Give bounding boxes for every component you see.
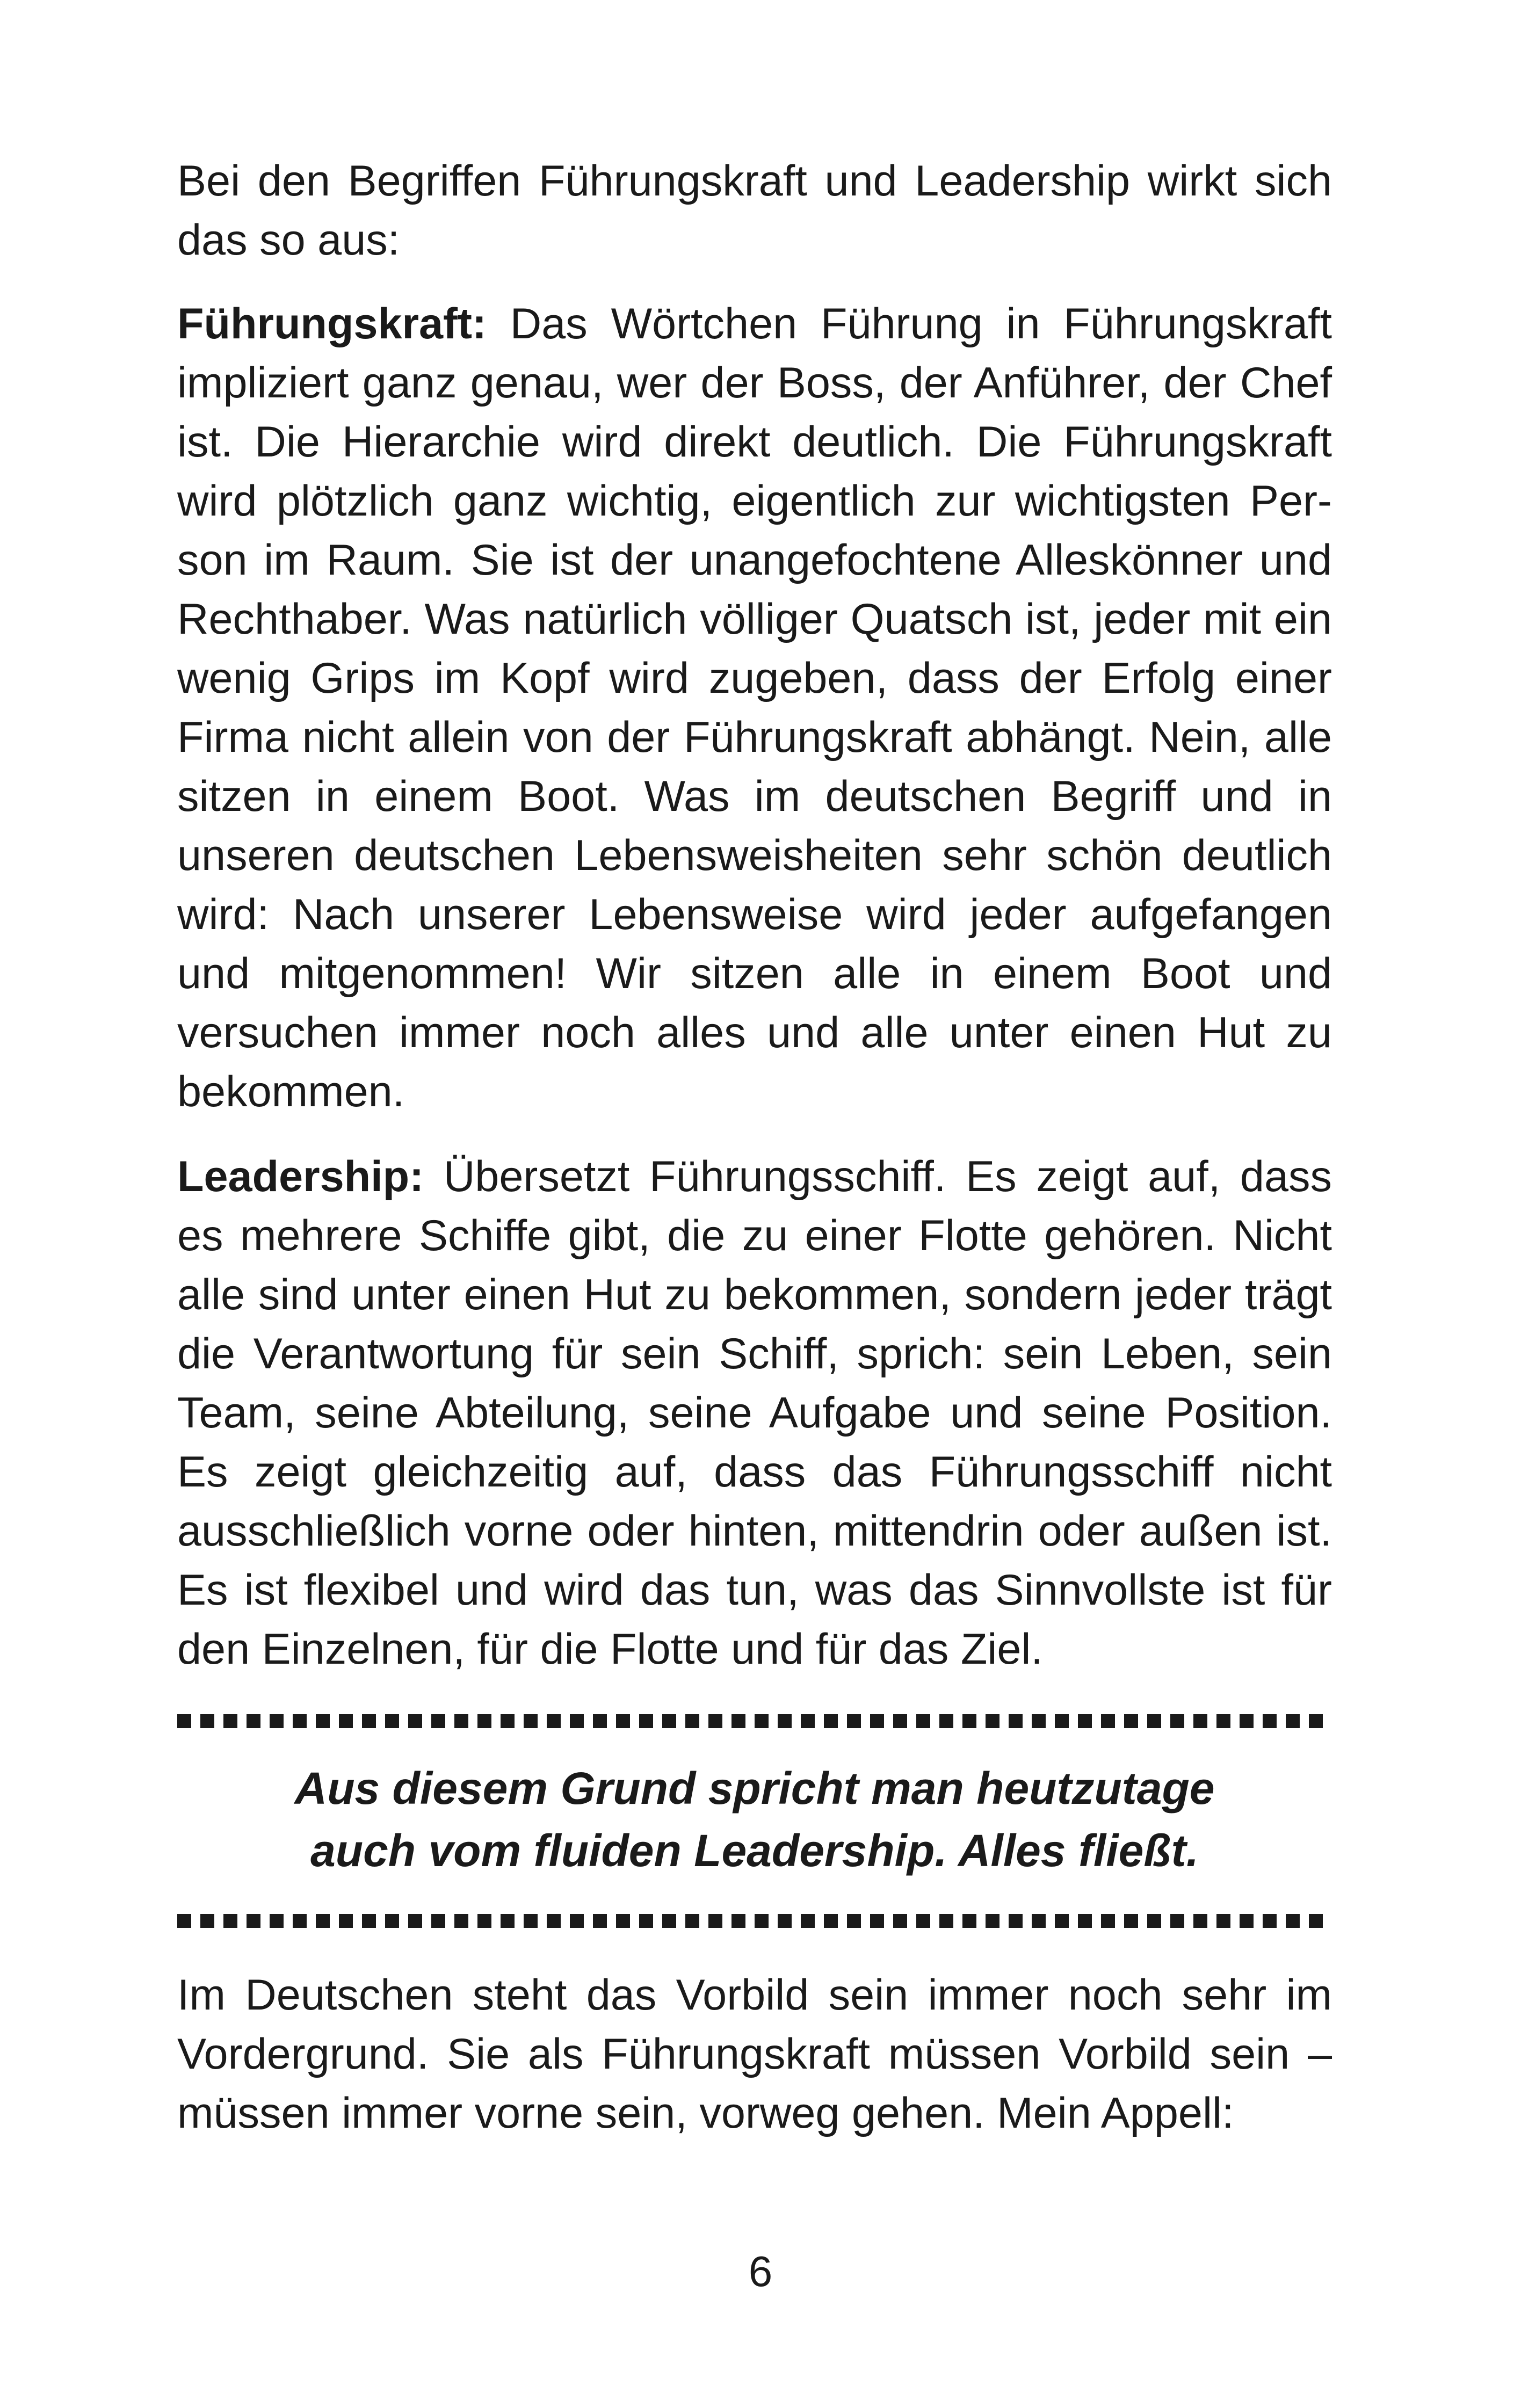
callout-line-1: Aus diesem Grund spricht man heutzutage [294, 1763, 1215, 1814]
leadership-paragraph [177, 1147, 1332, 1679]
intro-paragraph: Bei den Begriffen Führungskraft und Leadership wirkt sich das so aus: [177, 157, 1332, 264]
dotted-separator-top [177, 1714, 1332, 1728]
callout-quote [177, 1757, 1332, 1882]
callout-line-2: auch vom fluiden Leadership. Alles fließt. [310, 1825, 1199, 1876]
leadership-term: Leadership: [177, 1152, 424, 1201]
closing-paragraph: Im Deutschen steht das Vorbild sein immer noch sehr im Vordergrund. Sie als Führungskraft müssen Vorbild sein – müssen immer vorne sein, vorweg gehen. Mein Appell: [177, 1971, 1332, 2137]
dotted-separator-bottom [177, 1914, 1332, 1928]
fuehrungskraft-paragraph [177, 294, 1332, 1121]
fuehrungskraft-text: Das Wörtchen Führung in Führungskraft impliziert ganz genau, wer der Boss, der Anführer, der Chef ist. Die Hierarchie wird direkt deutlich. Die Führungskraft wird plötzlich ganz wichtig, eigentlich zur wichtigsten Person im Raum. Sie ist der unangefochtene Alleskönner und Rechthaber. Was natürlich völliger Quatsch ist, jeder mit ein wenig Grips im Kopf wird zugeben, dass der Erfolg einer Firma nicht allein von der Führungskraft abhängt. Nein, alle sitzen in einem Boot. Was im deutschen Begriff und in unseren deutschen Lebensweisheiten sehr schön deutlich wird: Nach unserer Lebensweise wird jeder aufgefangen und mitgenommen! Wir sitzen alle in einem Boot und versuchen immer noch alles und alle unter einen Hut zu bekommen. [177, 300, 1332, 1116]
book-page [177, 151, 1332, 2143]
page-number: 6 [748, 2247, 773, 2295]
fuehrungskraft-term: Führungskraft: [177, 300, 487, 348]
leadership-text: Übersetzt Führungsschiff. Es zeigt auf, dass es mehrere Schiffe gibt, die zu einer Flotte gehören. Nicht alle sind unter einen Hut zu bekommen, sondern jeder trägt die Verantwortung für sein Schiff, sprich: sein Leben, sein Team, seine Abteilung, seine Aufgabe und seine Position. Es zeigt gleichzeitig auf, dass das Führungsschiff nicht ausschließlich vorne oder hinten, mittendrin oder außen ist. Es ist flexibel und wird das tun, was das Sinnvollste ist für den Einzelnen, für die Flotte und für das Ziel. [177, 1152, 1332, 1673]
